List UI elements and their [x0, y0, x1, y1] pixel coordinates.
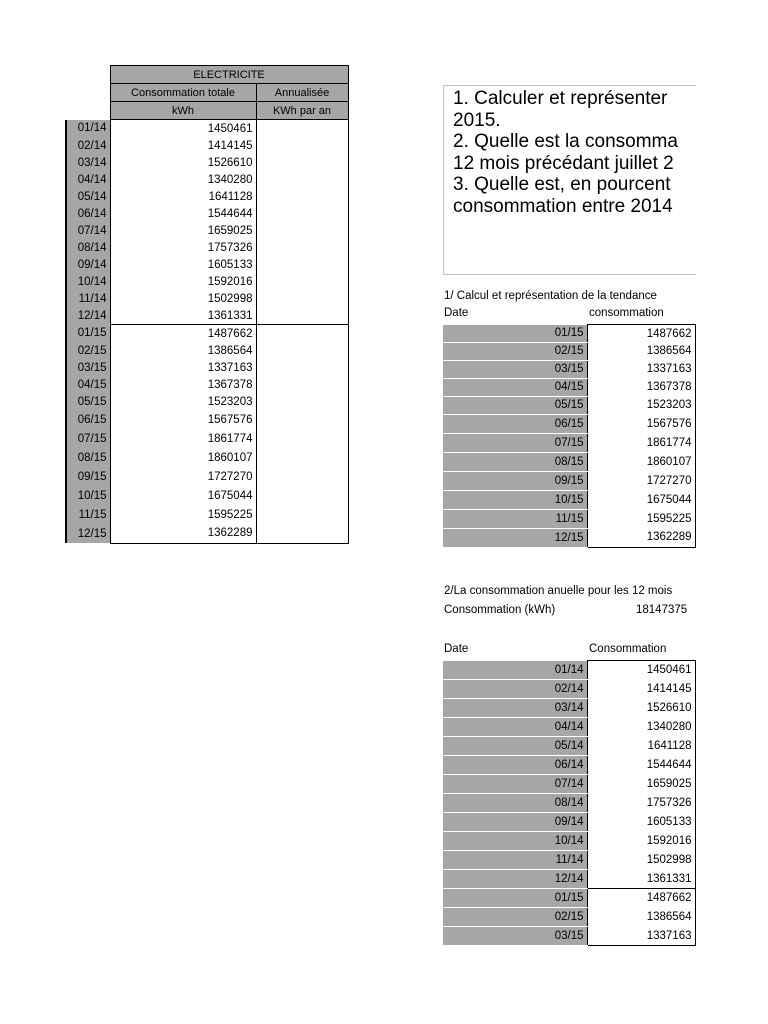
row-date: 04/15 — [66, 376, 110, 393]
row-consumption: 1659025 — [110, 222, 256, 239]
table-row — [443, 737, 695, 756]
row-date: 09/14 — [66, 256, 110, 273]
section2-label: Consommation (kWh) — [444, 604, 556, 616]
row-consumption: 1367378 — [587, 378, 695, 396]
row-consumption: 1450461 — [587, 661, 695, 680]
table-row — [443, 870, 695, 889]
table-row — [443, 680, 695, 699]
row-date: 12/14 — [66, 307, 110, 325]
table-row — [443, 851, 695, 870]
row-date: 12/15 — [443, 528, 587, 547]
row-annualized — [256, 359, 348, 376]
row-date: 02/14 — [443, 680, 587, 699]
table-row — [443, 889, 695, 908]
row-date: 11/15 — [66, 505, 110, 524]
row-date: 02/15 — [443, 342, 587, 360]
row-annualized — [256, 486, 348, 505]
table-row — [443, 471, 695, 490]
row-consumption: 1567576 — [110, 410, 256, 429]
row-consumption: 1487662 — [110, 325, 256, 343]
table-row — [66, 410, 348, 429]
row-date: 11/14 — [66, 290, 110, 307]
row-consumption: 1605133 — [587, 813, 695, 832]
row-annualized — [256, 290, 348, 307]
electricity-table — [65, 65, 349, 544]
row-consumption: 1567576 — [587, 414, 695, 433]
row-date: 05/15 — [443, 396, 587, 414]
question-line: 12 mois précédant juillet 2 — [453, 152, 674, 174]
table-row — [66, 429, 348, 448]
row-date: 12/15 — [66, 524, 110, 543]
question-line: 1. Calculer et représenter — [453, 88, 668, 109]
table-row — [66, 467, 348, 486]
row-annualized — [256, 342, 348, 359]
row-date: 12/14 — [443, 870, 587, 889]
row-consumption: 1526610 — [587, 699, 695, 718]
row-date: 05/14 — [443, 737, 587, 756]
row-consumption: 1757326 — [587, 794, 695, 813]
row-consumption: 1386564 — [587, 908, 695, 927]
row-date: 09/14 — [443, 813, 587, 832]
row-date: 08/14 — [66, 239, 110, 256]
row-consumption: 1641128 — [110, 188, 256, 205]
table-row — [66, 505, 348, 524]
row-date: 04/14 — [66, 171, 110, 188]
row-consumption: 1502998 — [110, 290, 256, 307]
row-annualized — [256, 393, 348, 410]
section1-col-date: Date — [444, 307, 469, 319]
row-date: 05/14 — [66, 188, 110, 205]
table-row — [443, 342, 695, 360]
col-header-annual: Annualisée — [256, 84, 348, 102]
row-consumption: 1340280 — [587, 718, 695, 737]
table-row — [66, 171, 348, 188]
table-row — [443, 360, 695, 378]
row-annualized — [256, 273, 348, 290]
row-date: 10/15 — [443, 490, 587, 509]
row-date: 03/15 — [66, 359, 110, 376]
question-line: 3. Quelle est, en pourcent — [453, 174, 671, 195]
row-annualized — [256, 505, 348, 524]
row-annualized — [256, 307, 348, 325]
row-date: 10/14 — [66, 273, 110, 290]
row-date: 08/15 — [66, 448, 110, 467]
row-consumption: 1337163 — [587, 927, 695, 946]
table-row — [443, 661, 695, 680]
row-date: 04/15 — [443, 378, 587, 396]
table-row — [66, 524, 348, 543]
table-row — [443, 325, 695, 343]
table-row — [443, 528, 695, 547]
row-consumption: 1523203 — [110, 393, 256, 410]
row-consumption: 1502998 — [587, 851, 695, 870]
row-annualized — [256, 256, 348, 273]
table-row — [443, 396, 695, 414]
table-row — [443, 775, 695, 794]
row-date: 01/15 — [66, 325, 110, 343]
table-row — [443, 756, 695, 775]
row-date: 07/15 — [66, 429, 110, 448]
row-date: 11/15 — [443, 509, 587, 528]
row-annualized — [256, 524, 348, 543]
annual-table — [443, 660, 696, 946]
row-date: 07/15 — [443, 433, 587, 452]
table-row — [66, 239, 348, 256]
table-row — [443, 718, 695, 737]
table-row — [443, 433, 695, 452]
question-line: 2015. — [453, 109, 501, 131]
trend-table — [443, 324, 696, 548]
row-date: 06/15 — [443, 414, 587, 433]
row-consumption: 1860107 — [110, 448, 256, 467]
unit-header-annual: KWh par an — [256, 102, 348, 120]
table-row — [66, 307, 348, 325]
table-row — [443, 908, 695, 927]
row-consumption: 1526610 — [110, 154, 256, 171]
row-consumption: 1340280 — [110, 171, 256, 188]
table-row — [66, 120, 348, 138]
row-consumption: 1605133 — [110, 256, 256, 273]
table-row — [66, 342, 348, 359]
table-row — [443, 378, 695, 396]
table-row — [66, 137, 348, 154]
table-row — [443, 813, 695, 832]
row-date: 08/15 — [443, 452, 587, 471]
row-date: 02/15 — [443, 908, 587, 927]
row-consumption: 1362289 — [110, 524, 256, 543]
table-row — [66, 205, 348, 222]
row-consumption: 1386564 — [110, 342, 256, 359]
row-annualized — [256, 448, 348, 467]
row-date: 07/14 — [443, 775, 587, 794]
question-box — [443, 85, 696, 275]
table-row — [66, 222, 348, 239]
section1-title: 1/ Calcul et représentation de la tendance — [444, 290, 657, 302]
table-row — [443, 414, 695, 433]
row-annualized — [256, 205, 348, 222]
table-row — [66, 256, 348, 273]
row-consumption: 1362289 — [587, 528, 695, 547]
table-row — [443, 452, 695, 471]
row-date: 05/15 — [66, 393, 110, 410]
row-date: 03/15 — [443, 360, 587, 378]
group-header: ELECTRICITE — [110, 66, 348, 84]
row-annualized — [256, 239, 348, 256]
row-consumption: 1367378 — [110, 376, 256, 393]
table-row — [66, 359, 348, 376]
section1-col-value: consommation — [589, 307, 664, 319]
row-date: 07/14 — [66, 222, 110, 239]
row-date: 02/15 — [66, 342, 110, 359]
table-row — [66, 273, 348, 290]
row-annualized — [256, 325, 348, 343]
row-consumption: 1361331 — [587, 870, 695, 889]
table-row — [66, 188, 348, 205]
row-consumption: 1595225 — [110, 505, 256, 524]
row-consumption: 1414145 — [110, 137, 256, 154]
row-date: 03/14 — [443, 699, 587, 718]
row-consumption: 1727270 — [110, 467, 256, 486]
table-row — [443, 509, 695, 528]
row-annualized — [256, 429, 348, 448]
table-row — [443, 927, 695, 946]
row-date: 06/15 — [66, 410, 110, 429]
row-date: 06/14 — [443, 756, 587, 775]
row-consumption: 1659025 — [587, 775, 695, 794]
table-row — [443, 794, 695, 813]
row-consumption: 1595225 — [587, 509, 695, 528]
question-line: consommation entre 2014 — [453, 195, 673, 217]
table-row — [66, 486, 348, 505]
row-date: 08/14 — [443, 794, 587, 813]
section2-title: 2/La consommation anuelle pour les 12 mois — [444, 585, 673, 597]
row-date: 03/14 — [66, 154, 110, 171]
row-annualized — [256, 171, 348, 188]
row-date: 10/15 — [66, 486, 110, 505]
row-date: 01/15 — [443, 325, 587, 343]
row-date: 02/14 — [66, 137, 110, 154]
row-annualized — [256, 467, 348, 486]
row-consumption: 1544644 — [110, 205, 256, 222]
row-date: 09/15 — [443, 471, 587, 490]
row-annualized — [256, 376, 348, 393]
row-consumption: 1361331 — [110, 307, 256, 325]
row-consumption: 1592016 — [587, 832, 695, 851]
row-consumption: 1641128 — [587, 737, 695, 756]
row-date: 01/15 — [443, 889, 587, 908]
table-row — [443, 832, 695, 851]
row-consumption: 1727270 — [587, 471, 695, 490]
row-date: 06/14 — [66, 205, 110, 222]
row-annualized — [256, 137, 348, 154]
table-row — [66, 448, 348, 467]
row-consumption: 1386564 — [587, 342, 695, 360]
unit-header-total: kWh — [110, 102, 256, 120]
table-row — [66, 290, 348, 307]
row-annualized — [256, 410, 348, 429]
row-date: 03/15 — [443, 927, 587, 946]
row-consumption: 1414145 — [587, 680, 695, 699]
section2-col-date: Date — [444, 643, 469, 655]
row-date: 10/14 — [443, 832, 587, 851]
row-annualized — [256, 188, 348, 205]
row-date: 04/14 — [443, 718, 587, 737]
row-consumption: 1487662 — [587, 325, 695, 343]
table-row — [66, 154, 348, 171]
row-consumption: 1450461 — [110, 120, 256, 138]
row-consumption: 1592016 — [110, 273, 256, 290]
row-consumption: 1544644 — [587, 756, 695, 775]
row-consumption: 1337163 — [110, 359, 256, 376]
row-annualized — [256, 222, 348, 239]
row-consumption: 1675044 — [110, 486, 256, 505]
table-row — [66, 376, 348, 393]
col-header-total: Consommation totale — [110, 84, 256, 102]
section2-value: 18147375 — [636, 604, 688, 616]
row-consumption: 1337163 — [587, 360, 695, 378]
row-date: 09/15 — [66, 467, 110, 486]
row-date: 11/14 — [443, 851, 587, 870]
corner-cell — [66, 102, 110, 120]
row-consumption: 1860107 — [587, 452, 695, 471]
row-consumption: 1861774 — [587, 433, 695, 452]
row-date: 01/14 — [443, 661, 587, 680]
table-row — [443, 490, 695, 509]
table-row — [66, 393, 348, 410]
row-consumption: 1861774 — [110, 429, 256, 448]
question-line: 2. Quelle est la consomma — [453, 131, 678, 152]
corner-cell — [66, 84, 110, 102]
row-consumption: 1487662 — [587, 889, 695, 908]
corner-cell — [66, 66, 110, 84]
row-annualized — [256, 120, 348, 138]
section2-col-value: Consommation — [589, 643, 667, 655]
table-row — [66, 325, 348, 343]
row-date: 01/14 — [66, 120, 110, 138]
row-consumption: 1523203 — [587, 396, 695, 414]
table-row — [443, 699, 695, 718]
row-annualized — [256, 154, 348, 171]
row-consumption: 1675044 — [587, 490, 695, 509]
row-consumption: 1757326 — [110, 239, 256, 256]
